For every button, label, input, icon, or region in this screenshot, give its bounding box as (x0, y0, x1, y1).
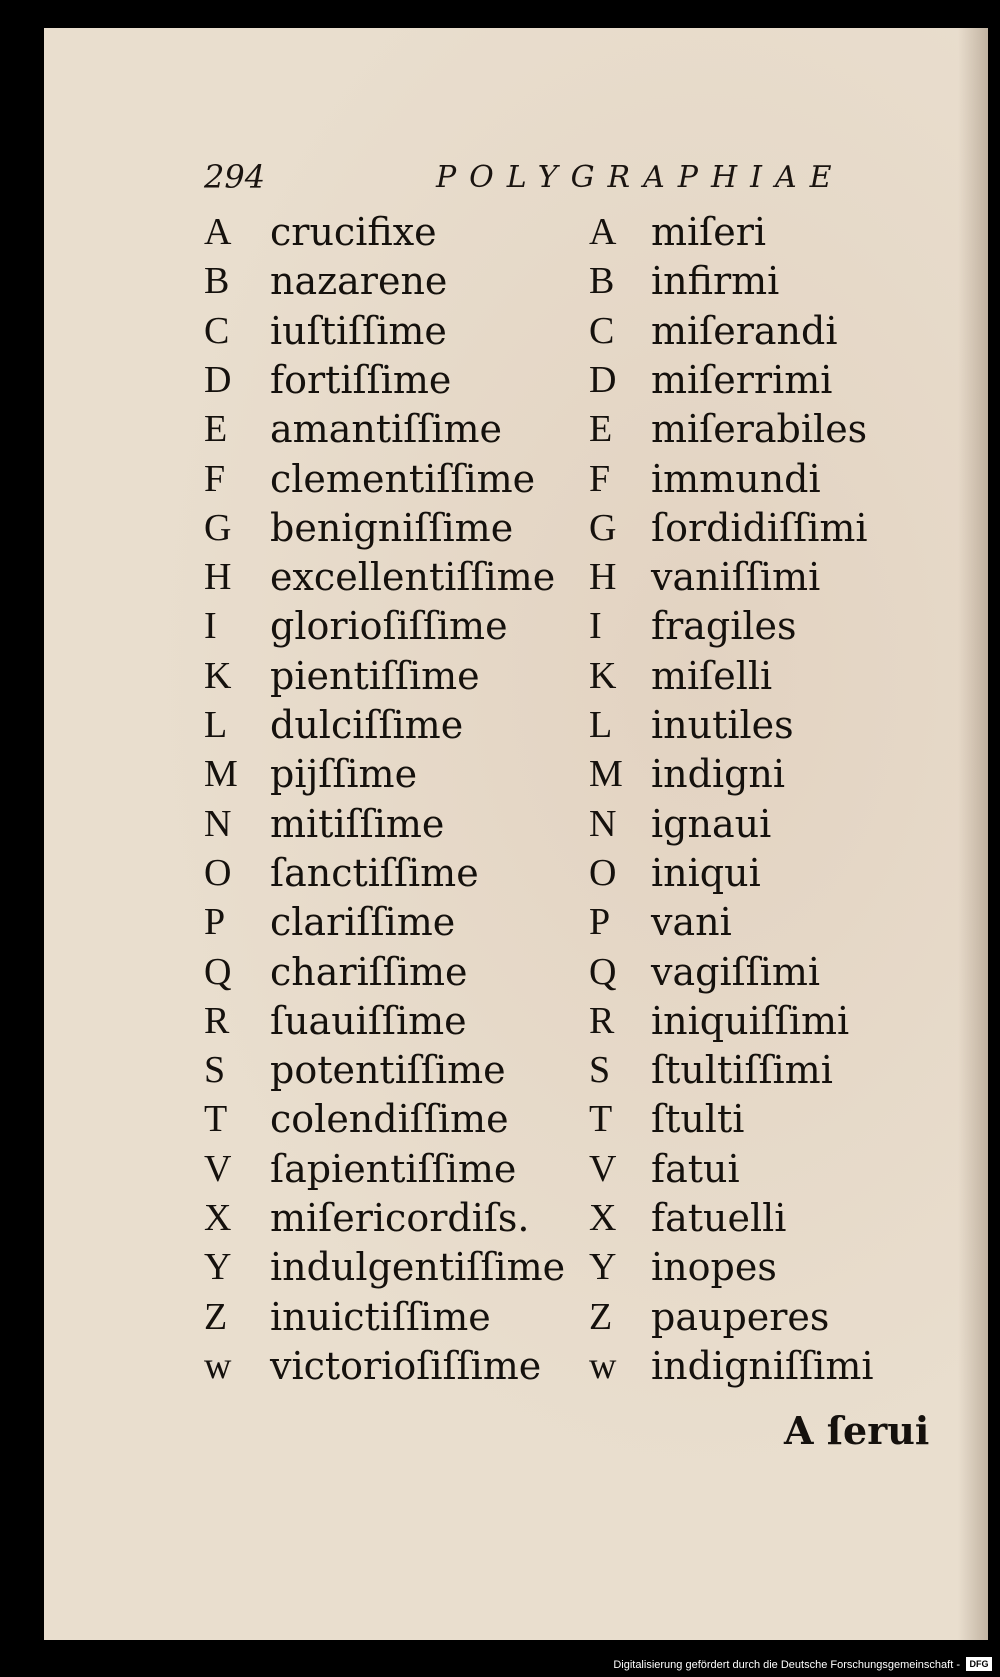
right-word: infirmi (651, 259, 780, 304)
left-word: fortiſſime (270, 357, 452, 402)
right-letter: B (589, 260, 615, 303)
right-word: miſerabiles (651, 407, 868, 452)
right-letter: E (589, 408, 613, 451)
right-letter: K (589, 654, 617, 697)
left-word: iuſtiſſime (270, 308, 447, 353)
right-letter: V (589, 1147, 617, 1190)
right-word: vaniſſimi (651, 555, 821, 600)
right-letter: D (589, 358, 617, 401)
left-word: dulciſſime (270, 703, 464, 747)
right-word: miſeri (651, 210, 767, 254)
right-word: inutiles (651, 703, 794, 747)
left-word: crucifixe (270, 210, 437, 254)
left-word: miſericordiſs. (270, 1196, 530, 1240)
footer-bar (0, 1641, 1000, 1677)
right-word: miſerandi (651, 308, 838, 353)
left-letter: O (204, 851, 232, 894)
right-word: indigniſſimi (651, 1343, 874, 1388)
right-letter: A (589, 211, 617, 253)
left-letter: M (204, 753, 238, 796)
right-letter: F (589, 457, 611, 500)
right-letter: L (589, 704, 613, 746)
left-word: indulgentiſſime (270, 1245, 566, 1290)
right-letter: S (589, 1049, 611, 1092)
page-edge-shadow (958, 28, 988, 1640)
left-letter: G (204, 506, 232, 549)
left-word: excellentiſſime (270, 555, 556, 600)
left-letter: N (204, 802, 232, 845)
right-letter: C (589, 309, 615, 352)
right-word: iniquiſſimi (651, 998, 850, 1043)
left-word: ſuauiſſime (270, 998, 467, 1043)
left-letter: X (204, 1197, 232, 1239)
left-word: potentiſſime (270, 1048, 506, 1093)
right-word: inopes (651, 1245, 777, 1290)
right-letter: I (589, 605, 602, 648)
right-word: vagiſſimi (651, 949, 821, 994)
left-word: pijſſime (270, 752, 418, 797)
left-letter: D (204, 358, 232, 401)
left-word: clementiſſime (270, 456, 536, 501)
right-word: fatuelli (651, 1196, 787, 1240)
left-letter: R (204, 999, 230, 1042)
footer-credit: Digitalisierung gefördert durch die Deutsche Forschungsgemeinschaft - (613, 1659, 960, 1671)
right-letter: P (589, 901, 611, 944)
left-letter: V (204, 1147, 232, 1190)
right-word: iniqui (651, 850, 761, 895)
left-word: clariſſime (270, 900, 456, 945)
right-letter: T (589, 1098, 613, 1141)
left-letter: A (204, 211, 232, 253)
right-letter: N (589, 802, 617, 845)
left-word: amantiſſime (270, 407, 503, 452)
left-letter: P (204, 901, 226, 944)
left-letter: Z (204, 1295, 228, 1338)
right-word: fatui (651, 1146, 740, 1191)
running-title: POLYGRAPHIAE (436, 160, 845, 195)
left-letter: E (204, 408, 228, 451)
right-letter: w (589, 1344, 617, 1387)
right-word: immundi (651, 456, 821, 501)
left-word: nazarene (270, 259, 448, 304)
right-letter: M (589, 753, 623, 796)
left-word: inuictiſſime (270, 1294, 491, 1339)
left-letter: I (204, 605, 217, 648)
right-word: fragiles (651, 604, 797, 649)
left-word: victorioſiſſime (270, 1343, 542, 1388)
right-letter: R (589, 999, 615, 1042)
right-word: ſtulti (651, 1097, 745, 1142)
right-word: ignaui (651, 801, 772, 846)
right-letter: Z (589, 1295, 613, 1338)
left-word: chariſſime (270, 949, 468, 994)
right-letter: O (589, 851, 617, 894)
book-page (44, 28, 988, 1640)
dfg-logo: DFG (966, 1657, 992, 1671)
left-letter: F (204, 457, 226, 500)
left-letter: S (204, 1049, 226, 1092)
right-word: miſelli (651, 653, 773, 698)
left-word: colendiſſime (270, 1097, 509, 1142)
left-letter: K (204, 654, 232, 697)
left-letter: T (204, 1098, 228, 1141)
left-letter: L (204, 704, 228, 746)
right-word: pauperes (651, 1294, 830, 1339)
right-letter: Q (589, 950, 617, 993)
left-word: ſapientiſſime (270, 1146, 517, 1191)
right-word: indigni (651, 752, 786, 797)
left-word: benigniſſime (270, 505, 514, 550)
right-letter: G (589, 506, 617, 549)
right-word: miſerrimi (651, 357, 833, 402)
left-letter: Y (204, 1246, 232, 1289)
left-word: ſanctiſſime (270, 850, 479, 895)
right-letter: Y (589, 1246, 617, 1289)
right-word: vani (651, 900, 732, 945)
left-letter: C (204, 309, 230, 352)
left-word: glorioſiſſime (270, 604, 508, 649)
right-word: ſordidiſſimi (651, 505, 868, 550)
right-letter: H (589, 556, 617, 599)
right-word: ſtultiſſimi (651, 1048, 833, 1093)
right-letter: X (589, 1197, 617, 1239)
left-letter: w (204, 1344, 232, 1387)
left-word: mitiſſime (270, 801, 445, 846)
page-number: 294 (204, 158, 266, 196)
left-letter: Q (204, 950, 232, 993)
left-letter: B (204, 260, 230, 303)
left-letter: H (204, 556, 232, 599)
catchword: A ſerui (784, 1408, 930, 1453)
left-word: pientiſſime (270, 653, 480, 698)
